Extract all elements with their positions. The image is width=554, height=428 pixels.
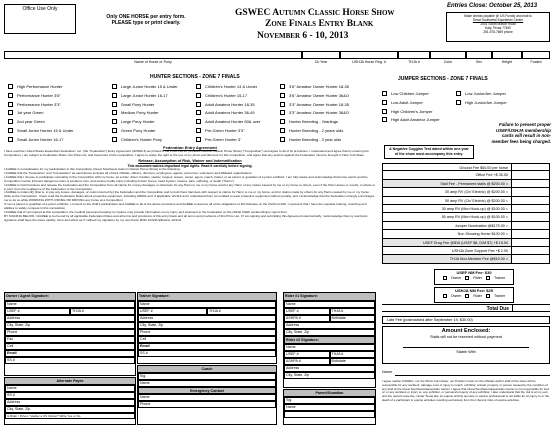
failure-line-3: cards will result in non- bbox=[501, 133, 551, 139]
hunter-class-label: 1st year Green bbox=[17, 110, 44, 116]
hunter-class-checkbox[interactable] bbox=[196, 128, 201, 133]
hunter-class-item[interactable] bbox=[196, 83, 276, 92]
owner-phone-field[interactable]: Phone bbox=[5, 329, 135, 336]
hunter-class-checkbox[interactable] bbox=[112, 84, 117, 89]
hunter-class-item[interactable] bbox=[8, 83, 108, 92]
jumper-class-label: Low Adult Jumper bbox=[391, 99, 423, 105]
jumper-class-checkbox[interactable] bbox=[456, 91, 461, 96]
hunter-class-label: 2nd year Green bbox=[17, 119, 45, 125]
rider1-sig-header: Rider #1 Signature: bbox=[284, 293, 375, 301]
agreement-section bbox=[4, 145, 376, 223]
alt-payee-address-field[interactable]: Address bbox=[5, 399, 135, 406]
release-sub: This document waives important legal rights. Read it carefully before signing. bbox=[127, 163, 253, 168]
title-block bbox=[235, 8, 415, 42]
office-use-box bbox=[4, 4, 76, 34]
owner-csz-field[interactable]: City, State, Zip bbox=[5, 322, 135, 329]
membership-failure-note bbox=[471, 122, 551, 144]
ushja-nm-box bbox=[434, 287, 514, 303]
hunter-class-label: Pre-Green Hunter 3'3" bbox=[205, 127, 245, 133]
height-field[interactable] bbox=[492, 52, 522, 59]
payable-line-2: Great Southwest Equestrian Center bbox=[472, 18, 524, 22]
trainer-thja-field[interactable]: THJA # bbox=[207, 308, 276, 315]
col-foaled: Foaled bbox=[530, 60, 542, 64]
fee-label: 50 amp RV (Mon Hook-up) @ $100.00 = bbox=[441, 215, 508, 220]
hunter-class-label: Medium Pony Hunter bbox=[121, 110, 159, 116]
hunter-class-label: Large Junior Hunter 15 & Under bbox=[121, 84, 178, 89]
release-paragraph: I AGREE that the "Federation" and "Competition" as used above includes all of their officials, officers, directors, employees, agents, personnel, volunteers and affiliated organizations. bbox=[4, 170, 253, 175]
ushja-owner-label: Owner bbox=[450, 294, 462, 298]
hunter-class-label: Hunter Breeding - 2 years olds bbox=[289, 127, 344, 133]
owner-email-field[interactable]: Email bbox=[5, 350, 135, 357]
hunter-class-item[interactable] bbox=[280, 136, 375, 145]
release-paragraph: I AGREE in consideration for my participation in this Competition (Great Southwest Autumn Classic Horse Show) to the following: bbox=[4, 167, 181, 172]
fee-row bbox=[382, 255, 550, 263]
failure-line-2: USEF/USHJA membership bbox=[496, 127, 551, 133]
hunter-class-item[interactable] bbox=[196, 92, 276, 101]
foaled-field[interactable] bbox=[522, 52, 550, 59]
hunter-class-label: Performance Hunter 3'6" bbox=[17, 92, 61, 98]
hunter-class-item[interactable] bbox=[8, 127, 108, 136]
trainer-name-field[interactable]: Name bbox=[138, 301, 276, 308]
late-fee-label: Late Fee (postmarked after September 19, $30.00) bbox=[387, 318, 473, 322]
rider2-ashpa-field[interactable]: ASHPA # bbox=[284, 358, 330, 365]
hunter-class-label: Adult Amateur Hunter 18-35 bbox=[205, 101, 255, 107]
usef-rider-checkbox[interactable] bbox=[465, 276, 469, 280]
office-use-label: Office Use Only bbox=[22, 6, 58, 12]
fee-amount-field[interactable] bbox=[511, 164, 549, 170]
fee-amount-field[interactable] bbox=[511, 188, 549, 195]
rider1-ashpa-field[interactable]: ASHPA # bbox=[284, 315, 330, 322]
usef-owner-checkbox[interactable] bbox=[443, 276, 447, 280]
parent-guardian-block bbox=[283, 389, 376, 425]
hunter-column-1 bbox=[8, 83, 108, 145]
ushja-trainer-checkbox[interactable] bbox=[486, 294, 490, 298]
hunter-class-item[interactable] bbox=[112, 109, 192, 118]
jumper-class-label: High Adult Amateur Jumper bbox=[391, 117, 440, 123]
trainer-csz-field[interactable]: City, State, Zip bbox=[138, 322, 276, 329]
usef-owner-label: Owner bbox=[450, 276, 462, 280]
fee-amount-field[interactable] bbox=[511, 247, 549, 254]
color-field[interactable] bbox=[430, 52, 466, 59]
rider1-csz-field[interactable]: City, State, Zip bbox=[284, 329, 375, 336]
payable-line-3: 2501 South Mason Road bbox=[480, 22, 516, 26]
hunter-class-checkbox[interactable] bbox=[8, 84, 13, 89]
trainer-cell-field[interactable]: Cell bbox=[138, 336, 276, 343]
hunter-class-item[interactable] bbox=[112, 136, 192, 145]
jumper-class-item[interactable] bbox=[382, 99, 452, 108]
fee-row bbox=[382, 205, 550, 213]
coggins-line-2: of the show must accompany this entry. bbox=[394, 152, 464, 156]
usef-trainer-checkbox[interactable] bbox=[486, 276, 490, 280]
ushja-reg-field[interactable] bbox=[340, 52, 398, 59]
fee-amount-field[interactable] bbox=[511, 255, 549, 262]
fee-amount-field[interactable] bbox=[511, 222, 549, 229]
hunter-class-item[interactable] bbox=[280, 109, 375, 118]
rider2-birthdate-field[interactable]: Birthdate bbox=[330, 358, 376, 365]
horse-info-row bbox=[4, 51, 550, 67]
fee-amount-field[interactable] bbox=[511, 239, 549, 246]
fee-label: USEF Drug Fee @$16 (USEF $8, D/M $7) +$ 15.00 bbox=[422, 240, 508, 245]
hunter-class-checkbox[interactable] bbox=[280, 119, 285, 124]
alt-payee-csz-field[interactable]: City, State, Zip bbox=[5, 406, 135, 413]
payable-line-4: Katy, Texas 77450 bbox=[485, 26, 511, 30]
hunter-class-checkbox[interactable] bbox=[112, 110, 117, 115]
fee-amount-field[interactable] bbox=[511, 197, 549, 204]
jumper-column-2 bbox=[456, 90, 536, 108]
hunter-class-checkbox[interactable] bbox=[8, 137, 13, 142]
amount-enclosed-box bbox=[382, 326, 550, 364]
jumper-class-item[interactable] bbox=[382, 108, 452, 117]
horse-header-labels bbox=[4, 59, 550, 65]
usef-trainer-label: Trainer bbox=[493, 276, 506, 280]
hunter-class-label: Large Junior Hunter 16-17 bbox=[121, 92, 168, 98]
hunter-class-checkbox[interactable] bbox=[112, 128, 117, 133]
hunter-class-checkbox[interactable] bbox=[112, 93, 117, 98]
col-height: Height bbox=[501, 60, 513, 64]
jumper-class-checkbox[interactable] bbox=[382, 109, 387, 114]
hunter-class-label: 3'6" Amateur Owner Hunter 36&O bbox=[289, 92, 349, 98]
hunter-class-label: Hunter Breeding - 3 year olds bbox=[289, 136, 342, 142]
rider1-name-field[interactable]: Name bbox=[284, 301, 375, 308]
owner-usef-field[interactable]: USEF # bbox=[5, 308, 70, 315]
jumper-class-item[interactable] bbox=[382, 90, 452, 99]
fee-label: 50 amp RV (Ch/ Electric) @ $200.00 = bbox=[444, 198, 508, 203]
notice-line-2: PLEASE type or print clearly. bbox=[111, 20, 181, 26]
one-horse-notice bbox=[96, 14, 196, 26]
owner-thja-field[interactable]: THJA # bbox=[70, 308, 135, 315]
hunter-class-label: Small Junior Hunter 16-17 bbox=[17, 136, 64, 142]
failure-line-4: member fees being charged. bbox=[491, 138, 551, 144]
fee-amount-field[interactable] bbox=[511, 171, 549, 178]
hunter-class-label: Large Pony Hunter bbox=[121, 119, 155, 125]
rider2-csz-field[interactable]: City, State, Zip bbox=[284, 372, 375, 379]
hunter-class-checkbox[interactable] bbox=[280, 102, 285, 107]
bottom-name-line[interactable] bbox=[395, 368, 550, 376]
ushja-rider-label: Rider bbox=[473, 294, 482, 298]
coggins-notice-box bbox=[384, 145, 474, 159]
jumper-column-1 bbox=[382, 90, 452, 125]
sex-field[interactable] bbox=[466, 52, 492, 59]
fee-label: Non Showing Horse $100.00 = bbox=[457, 232, 508, 237]
owner-agent-block bbox=[4, 292, 136, 376]
hunter-class-label: Children's Hunter 15-17 bbox=[205, 92, 248, 98]
parent-name-field[interactable]: Name bbox=[284, 404, 375, 411]
jumper-class-checkbox[interactable] bbox=[382, 117, 387, 122]
release-paragraph: I AGREE that I choose to participate voluntarily in the Competition with my horse, as a rider, driver, handler, vaulter, longeur, lessee, owner, agent, coach, trainer, or as parent or guardian of a junior exhibitor. I am fully aware and acknowledge that horse sports and the Competition involve inherent dangerous risks of accident, loss, and serious bodily injury including broken bones, head injuries, trauma, pain, suffering, or death ("Harm"). bbox=[4, 174, 368, 183]
rider1-thja-field[interactable]: THJA # bbox=[330, 308, 376, 315]
owner-cell-field[interactable]: Cell bbox=[5, 343, 135, 350]
hunter-class-checkbox[interactable] bbox=[196, 110, 201, 115]
us-citizen-field[interactable]: Is Rider / Driver / Vaulter a US Citizen? Write Yes or No bbox=[5, 413, 135, 419]
hunter-class-checkbox[interactable] bbox=[280, 128, 285, 133]
hunter-class-label: 3'3" Amateur Owner Hunter 18-35 bbox=[289, 101, 349, 107]
hunter-column-4 bbox=[280, 83, 375, 145]
federation-text: I have read the United States Equestrian Federation, Inc. (the "Federation") Entry Agreement (GR906.4) as printed in the Prize List for (GSWEC Autumn Classic Horse Show) ("Competition") and agree to all of its provisions. I understand and agree that by entering the Competition, I am subject to Federation Rules, the Prize List, and local rules of the competition. I agree to waive the right to the use of my photo and likeness for this competition, and agree that any actions against the Federation must be brought in New York State. bbox=[4, 149, 369, 157]
coach-header: Coach bbox=[138, 366, 276, 373]
stable-with-label: Stable With bbox=[456, 350, 476, 354]
col-horse-name: Name of Horse or Pony bbox=[134, 60, 172, 64]
parent-extra-field[interactable] bbox=[284, 411, 375, 418]
coach-block bbox=[137, 365, 277, 425]
hunter-class-label: Adult Amateur Hunter 36-49 bbox=[205, 110, 255, 116]
fee-label: THJA Non-Member Fee @$10.00 = bbox=[449, 257, 508, 262]
ushja-owner-checkbox[interactable] bbox=[443, 294, 447, 298]
late-fee-box bbox=[382, 316, 550, 324]
hunter-class-item[interactable] bbox=[196, 101, 276, 110]
jumper-class-checkbox[interactable] bbox=[456, 100, 461, 105]
fee-label: Ground Fee $50.00 per horse bbox=[459, 166, 508, 170]
hunter-class-item[interactable] bbox=[196, 109, 276, 118]
usef-nm-box bbox=[434, 269, 514, 285]
payable-line-5: 281-578-7669 phone bbox=[483, 30, 513, 34]
fee-amount-field[interactable] bbox=[511, 213, 549, 220]
rider1-address-field[interactable]: Address bbox=[284, 322, 375, 329]
trainer-email-field[interactable]: Email bbox=[138, 343, 276, 350]
fee-amount-field[interactable] bbox=[511, 180, 549, 187]
jumper-class-checkbox[interactable] bbox=[382, 100, 387, 105]
owner-name-field[interactable]: Name bbox=[5, 301, 135, 308]
hunter-class-label: Hunter Breeding - Yearlings bbox=[289, 119, 338, 125]
trainer-sig-header: Trainer Signature: bbox=[138, 293, 276, 301]
hunter-class-item[interactable] bbox=[112, 127, 192, 136]
hunter-class-item[interactable] bbox=[112, 118, 192, 127]
jumper-class-label: Low Children Jumper bbox=[391, 91, 429, 96]
fee-label: 30 amp RV (Mon Hook-up) @ $100.00 = bbox=[441, 206, 508, 211]
hunter-class-label: Performance Hunter 3'3" bbox=[17, 101, 61, 107]
usef-rider-label: Rider bbox=[473, 276, 482, 280]
fee-label: Stall Fee - Permanent stalls @ $200.00 = bbox=[440, 181, 508, 186]
title-dates: November 6 - 10, 2013 bbox=[257, 31, 349, 41]
hunter-class-item[interactable] bbox=[8, 101, 108, 110]
jumper-class-item[interactable] bbox=[382, 116, 452, 125]
hunter-class-checkbox[interactable] bbox=[280, 84, 285, 89]
total-due-amount[interactable] bbox=[512, 305, 550, 311]
hunter-class-label: High Performance Hunter bbox=[17, 84, 63, 89]
fee-row bbox=[382, 247, 550, 255]
jumper-class-item[interactable] bbox=[456, 99, 536, 108]
release-header: Release, Assumption of Risk, Waiver and Indemnification bbox=[138, 158, 242, 163]
hunter-class-item[interactable] bbox=[112, 101, 192, 110]
jumper-class-item[interactable] bbox=[456, 90, 536, 99]
rider2-address-field[interactable]: Address bbox=[284, 365, 375, 372]
hunter-class-label: Small Pony Hunter bbox=[121, 101, 155, 107]
amount-enclosed-sub: Stalls will not be reserved without payment bbox=[430, 335, 502, 339]
entries-close: Entries Close: October 25, 2013 bbox=[447, 3, 538, 9]
coggins-line-1: A Negative Coggins Test dated within one year bbox=[389, 147, 469, 151]
hunter-class-item[interactable] bbox=[196, 127, 276, 136]
hunter-class-checkbox[interactable] bbox=[196, 102, 201, 107]
fee-row bbox=[382, 163, 550, 171]
hunter-class-checkbox[interactable] bbox=[196, 93, 201, 98]
coach-name-field[interactable]: Name bbox=[138, 380, 276, 387]
hunter-class-checkbox[interactable] bbox=[280, 137, 285, 142]
hunter-class-item[interactable] bbox=[8, 92, 108, 101]
hunter-class-checkbox[interactable] bbox=[196, 84, 201, 89]
hunter-class-item[interactable] bbox=[8, 136, 108, 145]
liability-paragraph: I agree neither GSWEC, nor the Show Committee, nor Position Cook nor the officials and/or staff of the show will be responsible for any accident, damage, loss or injury to coach, exhibitor, animal, property or person caused by the condition of any kind at the Great Southwest Equestrian Center. I agree that Great Southwest Equestrian Center is not responsible for loss of, or any accident or injury to, any exhibitor, or personal property of any exhibitor. I also understand that the risk is at my own and the owners expense. Under Texas law, an equine activity sponsor or equine professional is not liable for an injury to or the death of a participant in equine activities resulting exclusively from the inherent risks of equine activities. bbox=[382, 379, 550, 402]
fee-amount-field[interactable] bbox=[511, 230, 549, 237]
owner-fax-field[interactable]: Fax bbox=[5, 336, 135, 343]
hunter-class-label: Small Junior Hunter 15 & Under bbox=[17, 127, 74, 133]
hunter-class-checkbox[interactable] bbox=[196, 137, 201, 142]
trainer-usef-field[interactable]: USEF # bbox=[138, 308, 207, 315]
release-paragraph: BY SIGNING BELOW, I AGREE to be bound by all applicable Federation Rules and all terms and provisions of this entry blank and all terms and provisions of this Prize List. If I am signing and submitting this Agreement electronically, I acknowledge that my electronic signature shall have the same validity, force and effect as if I affixed my signature by my own hand. BOD 12/3/11 Effective 12/1/11 bbox=[4, 213, 368, 222]
hunter-class-label: Green Pony Hunter bbox=[121, 127, 156, 133]
emergency-name-field[interactable]: Name bbox=[138, 394, 276, 401]
hunter-class-checkbox[interactable] bbox=[112, 119, 117, 124]
rider2-name-field[interactable]: Name bbox=[284, 344, 375, 351]
alternate-payee-block bbox=[4, 377, 136, 425]
hunter-class-checkbox[interactable] bbox=[112, 102, 117, 107]
owner-sig-header: Owner / Agent Signature: bbox=[5, 293, 135, 301]
ushja-trainer-label: Trainer bbox=[493, 294, 506, 298]
col-color: Color bbox=[443, 60, 453, 64]
fee-row bbox=[382, 171, 550, 179]
rider-block bbox=[283, 292, 376, 388]
fee-row bbox=[382, 239, 550, 247]
alt-payee-header: Alternate Payee bbox=[5, 378, 135, 385]
owner-address-field[interactable]: Address bbox=[5, 315, 135, 322]
parent-header: Parent/Guardian bbox=[284, 390, 375, 397]
alt-payee-name-field[interactable]: Name bbox=[5, 385, 135, 392]
release-paragraphs bbox=[4, 168, 376, 223]
title-zone: Zone Finals Entry Blank bbox=[265, 19, 374, 29]
fee-row bbox=[382, 222, 550, 230]
usef-nm-title: USEF NM Fee: $30 bbox=[456, 270, 492, 275]
hunter-class-item[interactable] bbox=[196, 118, 276, 127]
hunter-class-checkbox[interactable] bbox=[280, 93, 285, 98]
trainer-address-field[interactable]: Address bbox=[138, 315, 276, 322]
thja-field[interactable] bbox=[398, 52, 430, 59]
fee-amount-field[interactable] bbox=[511, 205, 549, 212]
rider2-sig-header: Rider #2 Signature: bbox=[284, 336, 375, 344]
trainer-ss-field[interactable]: SS # bbox=[138, 350, 276, 357]
col-thja: THJA # bbox=[408, 60, 420, 64]
payable-line-1: Make checks payable (in US Funds) and mail to bbox=[464, 14, 532, 18]
fee-row bbox=[382, 213, 550, 221]
hunter-class-label: Children's Hunter Pony bbox=[121, 136, 163, 142]
total-due bbox=[382, 304, 550, 312]
bottom-name-field bbox=[382, 368, 550, 376]
hunter-class-item[interactable] bbox=[280, 118, 375, 127]
alt-payee-ss-field[interactable]: SS # bbox=[5, 392, 135, 399]
hunter-class-checkbox[interactable] bbox=[8, 119, 13, 124]
hunter-class-item[interactable] bbox=[280, 92, 375, 101]
ushja-rider-checkbox[interactable] bbox=[465, 294, 469, 298]
hunter-class-item[interactable] bbox=[112, 92, 192, 101]
amount-enclosed-title: Amount Enclosed: bbox=[441, 328, 491, 334]
hunter-class-item[interactable] bbox=[280, 127, 375, 136]
jumper-class-label: Low Junior/Am Jumper bbox=[465, 91, 506, 96]
hunter-class-item[interactable] bbox=[8, 118, 108, 127]
hunter-class-checkbox[interactable] bbox=[112, 137, 117, 142]
hunter-class-item[interactable] bbox=[112, 83, 192, 92]
col-ushja: USHJA Horse Reg. # bbox=[352, 60, 386, 64]
notice-line-1: Only ONE HORSE per entry form. bbox=[106, 14, 186, 20]
coach-sig-field[interactable]: Sig. bbox=[138, 373, 276, 380]
hunter-class-label: Children's Hunter 14 & Under bbox=[205, 84, 258, 89]
total-due-label: Total Due bbox=[486, 306, 509, 312]
fee-row bbox=[382, 188, 550, 196]
ushja-nm-title: USHJA NM Fee: $25 bbox=[455, 288, 493, 293]
hunter-class-item[interactable] bbox=[280, 83, 375, 92]
hunter-class-checkbox[interactable] bbox=[8, 128, 13, 133]
bottom-name-label: Name bbox=[382, 370, 393, 374]
owner-ss-field[interactable]: SS # bbox=[5, 357, 135, 364]
release-paragraph: I AGREE to indemnify (that is, to pay any losses, damages, or costs incurred by) the Federation and the Competition and to hold them harmless with respect to claims for Harm to me or my horse, and for claims made by others for any Harm caused by me or my horse while at the Competition. I have read the Federation Rules about protective equipment, including GR801 and, if applicable, EV114 and I understand that I am entitled to wear protective equipment without penalty, and I acknowledge that the Federation strongly encourages me to do so while WORKING WITH, RIDING OR DRIVING any horse at a Competition. bbox=[4, 190, 375, 203]
hunter-column-3 bbox=[196, 83, 276, 145]
emergency-phone-field[interactable]: Phone bbox=[138, 401, 276, 408]
rider1-usef-field[interactable]: USEF # bbox=[284, 308, 330, 315]
hunter-column-2 bbox=[112, 83, 192, 145]
release-paragraph: I AGREE to hold harmless and release the Federation and the Competition from all claims for money damages or otherwise for any Harm to me or my horse and for any Harm of any nature caused by me or my horse to others, even if the Harm arises or results, in whole or in part, from the negligence of the Federation or the Competition. bbox=[4, 182, 376, 191]
failure-line-1: Failure to present proper bbox=[499, 122, 551, 127]
hunter-class-label: Adult Amateur Hunter 50& over bbox=[205, 119, 261, 125]
hunter-class-item[interactable] bbox=[280, 101, 375, 110]
hunter-class-checkbox[interactable] bbox=[8, 110, 13, 115]
rider2-usef-field[interactable]: USEF # bbox=[284, 351, 330, 358]
hunter-class-checkbox[interactable] bbox=[280, 110, 285, 115]
hunter-class-checkbox[interactable] bbox=[196, 119, 201, 124]
fee-label: USHJA Zone Support Fee +$ 2.00 bbox=[451, 248, 508, 253]
fee-row bbox=[382, 230, 550, 238]
jumper-class-label: High Children's Jumper bbox=[391, 108, 433, 114]
fee-label: Jumper Nomination @$175.00 = bbox=[454, 223, 508, 228]
hunter-class-item[interactable] bbox=[196, 136, 276, 145]
payable-box bbox=[446, 12, 550, 42]
hunter-class-item[interactable] bbox=[8, 109, 108, 118]
fee-label: 30 amp RV (Ch/ Electric) @ $200.00 = bbox=[444, 190, 508, 195]
fees-table bbox=[382, 163, 550, 264]
fee-label: Office Fee +$ 35.00 bbox=[475, 173, 508, 178]
hunter-class-checkbox[interactable] bbox=[8, 93, 13, 98]
hunter-class-label: Pre-Green Hunter 3' bbox=[205, 136, 241, 142]
trainer-phone-field[interactable]: Phone bbox=[138, 329, 276, 336]
jumper-class-checkbox[interactable] bbox=[382, 91, 387, 96]
parent-sig-field[interactable]: Sig. bbox=[284, 397, 375, 404]
fee-row bbox=[382, 180, 550, 188]
release-paragraph: I AGREE that if I am injured at this competition, the medical personnel treating my injuries may provide information on my injury and treatment to the Federation on the official USEF accident/injury report form. bbox=[4, 209, 288, 214]
emergency-header: Emergency Contact bbox=[138, 387, 276, 394]
hunter-class-checkbox[interactable] bbox=[8, 102, 13, 107]
horse-name-field[interactable] bbox=[4, 52, 302, 59]
trainer-block bbox=[137, 292, 277, 364]
release-paragraph: If I am a parent or guardian of a junior exhibitor, I consent to the child's participation and AGREE to all of the above provisions and AGREE to assume all of the obligations of this Release on the child's behalf. I represent that I have the requisite training, coaching and abilities to safely compete in this competition. bbox=[4, 202, 367, 211]
federation-header: Federation Entry Agreement bbox=[163, 145, 217, 150]
jumper-sections-header: JUMPER SECTIONS - ZONE 7 FINALS bbox=[398, 76, 488, 82]
col-ck-year: Ck Year bbox=[314, 60, 328, 64]
rider2-thja-field[interactable]: THJA # bbox=[330, 351, 376, 358]
hunter-class-label: 3'6" Amateur Owner Hunter 18-35 bbox=[289, 84, 349, 89]
hunter-class-label: 3'3" Amateur Owner Hunter 36&O bbox=[289, 110, 349, 116]
ck-year-field[interactable] bbox=[302, 52, 340, 59]
title-show: GSWEC Autumn Classic Horse Show bbox=[235, 8, 395, 18]
rider1-birthdate-field[interactable]: Birthdate bbox=[330, 315, 376, 322]
hunter-sections-header: HUNTER SECTIONS - ZONE 7 FINALS bbox=[150, 74, 240, 80]
fee-row bbox=[382, 197, 550, 205]
col-sex: Sex bbox=[475, 60, 483, 64]
jumper-class-label: High Junior/Am Jumper bbox=[465, 99, 507, 105]
